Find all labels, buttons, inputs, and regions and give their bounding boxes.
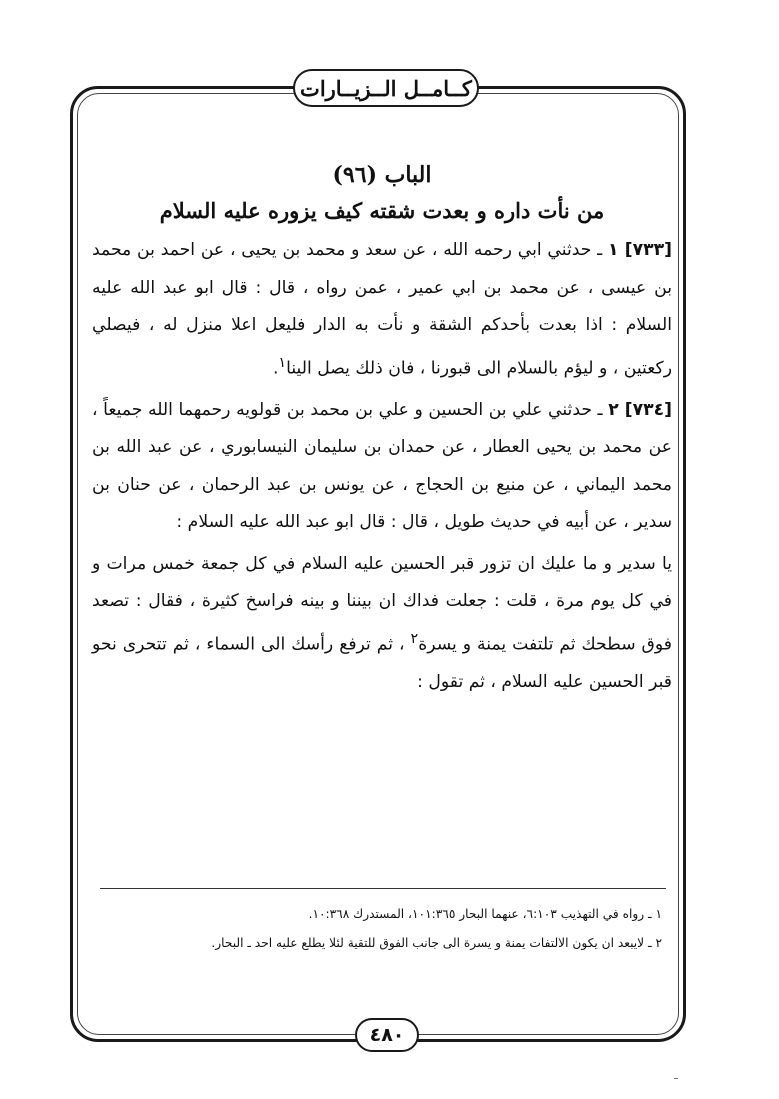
hadith-ref: [٧٣٣] ١: [607, 240, 672, 260]
hadith-ref: [٧٣٤] ٢: [608, 399, 672, 420]
footnote-divider: [100, 888, 666, 889]
footnotes: [102, 900, 662, 958]
footnote-2: ٢ ـ لايبعد ان يكون الالتفات يمنة و يسرة الى جانب الفوق للتقية لئلا يطلع عليه احد ـ البحار.: [211, 936, 662, 950]
hadith-text: يا سدير و ما عليك ان تزور قبر الحسين عليه السلام في كل جمعة خمس مرات و في كل يوم مرة ، قلت : جعلت فداك ان بيننا و بينه فراسخ كثيرة ، فقال : تصعد فوق سطحك ثم تلتفت يمنة و يسرة: [92, 553, 672, 655]
book-title: كــامــل الــزيــارات: [300, 75, 472, 101]
hadith-733: [٧٣٣] ١ ـ حدثني ابي رحمه الله ، عن سعد و محمد بن يحيى ، عن احمد بن محمد بن عيسى ، عن محمد بن ابي عمير ، عمن رواه ، قال : قال ابو عبد الله عليه السلام : اذا بعدت بأحدكم الشقة و نأت به الدار فليعل اعلا منزل له ، فيصلي ركعتين ، و ليؤم بالسلام الى قبورنا ، فان ذلك يصل الينا$^١$.: [92, 240, 672, 379]
page-number: ٤٨٠: [369, 1024, 405, 1046]
running-header: [293, 69, 479, 107]
footnote-1: ١ ـ رواه في التهذيب ٦:١٠٣، عنهما البحار ١٠١:٣٦٥، المستدرك ١٠:٣٦٨.: [308, 907, 662, 921]
footnote-marker: ١: [278, 354, 287, 371]
page-number-badge: [355, 1018, 419, 1052]
footnote-marker: ٢: [410, 630, 419, 647]
main-text: [92, 160, 672, 701]
chapter-title: من نأت داره و بعدت شقته كيف يزوره عليه السلام: [159, 198, 605, 223]
hadith-text: ، ثم ترفع رأسك الى السماء ، ثم تتحرى نحو قبر الحسين عليه السلام ، ثم تقول :: [92, 634, 672, 692]
hadith-734-continuation: [92, 546, 672, 702]
hadith-text: ـ حدثني ابي رحمه الله ، عن سعد و محمد بن يحيى ، عن احمد بن محمد بن عيسى ، عن محمد بن ابي عمير ، عمن رواه ، قال : قال ابو عبد الله عليه السلام : اذا بعدت بأحدكم الشقة و نأت به الدار فليعل اعلا منزل له ، فيصلي ركعتين ، و ليؤم بالسلام الى قبورنا ، فان ذلك يصل الينا: [92, 240, 672, 379]
hadith-734: [92, 392, 672, 542]
hadith-text: ـ حدثني علي بن الحسين و علي بن محمد بن قولويه رحمهما الله جميعاً ، عن محمد بن يحيى العطار ، عن حمدان بن سليمان النيسابوري ، عن عبد الله بن محمد اليماني ، عن منيع بن الحجاج ، عن يونس بن عبد الرحمان ، عن حنان بن سدير ، عن أبيه في حديث طويل ، قال : قال ابو عبد الله عليه السلام :: [92, 399, 672, 533]
chapter-number: الباب (٩٦): [332, 162, 432, 188]
scan-mark: [674, 1078, 678, 1079]
